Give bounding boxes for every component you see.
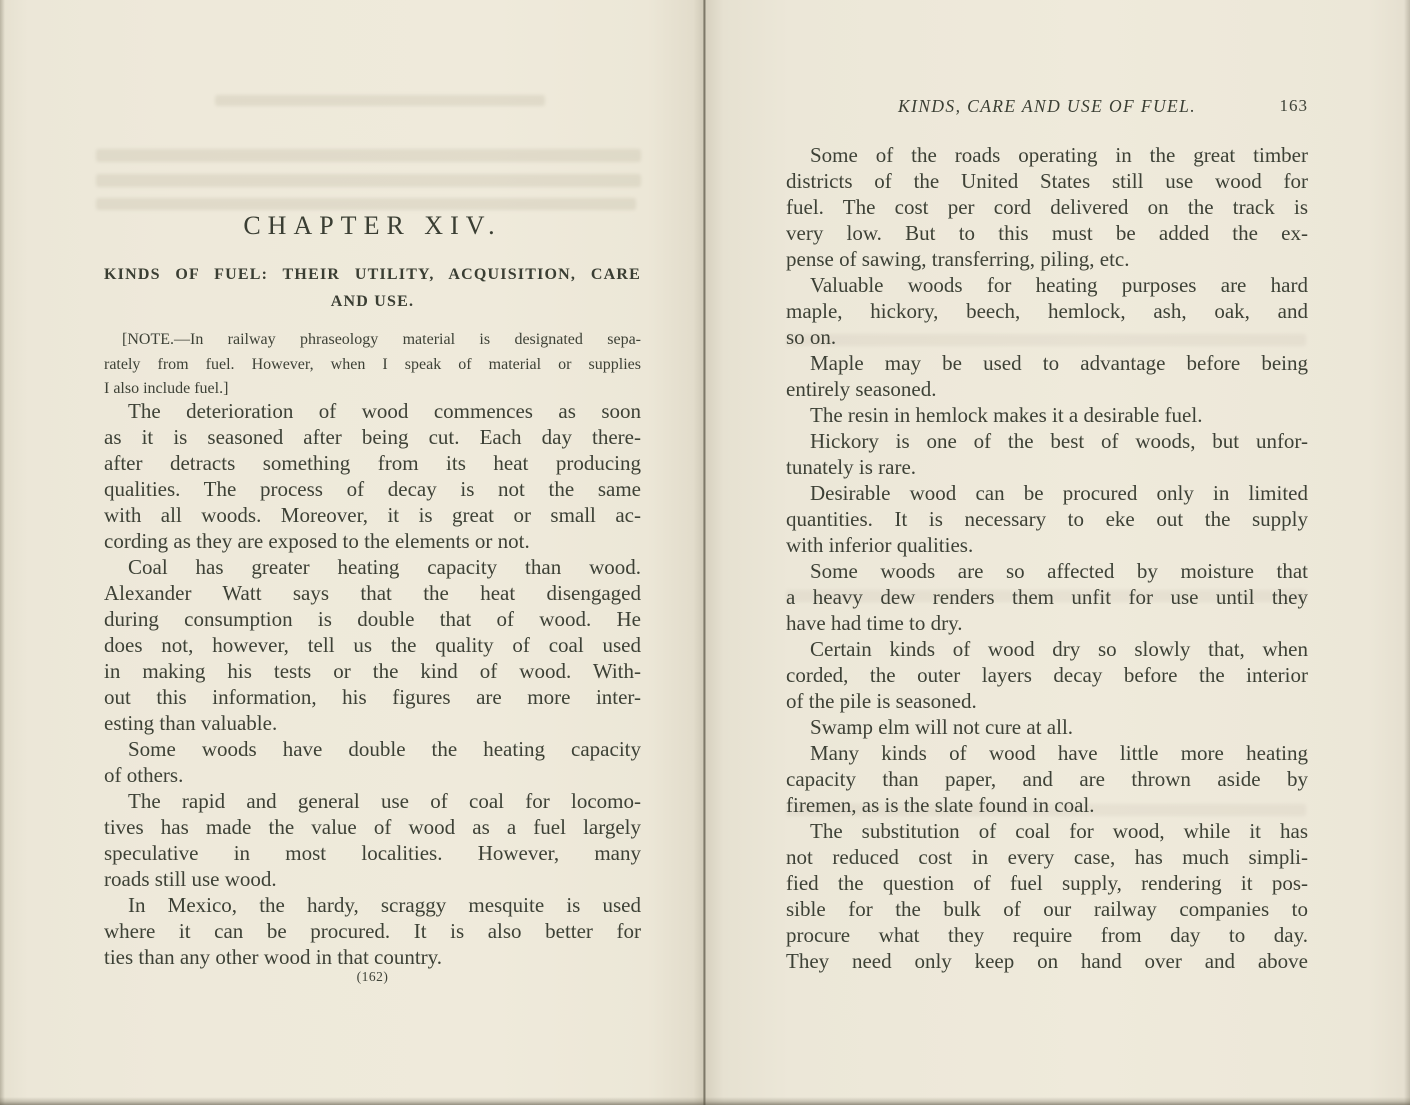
right-page-number: 163 xyxy=(1279,96,1308,115)
text-line: not reduced cost in every case, has much simpli- xyxy=(786,845,1308,869)
showthrough-line xyxy=(96,198,636,210)
page-edge-right xyxy=(1404,0,1410,1105)
text-line: Maple may be used to advantage before being xyxy=(810,351,1308,375)
text-line: with all woods. Moreover, it is great or small ac- xyxy=(104,503,641,527)
left-page-body xyxy=(104,398,641,970)
text-line: Some woods are so affected by moisture that xyxy=(810,559,1308,583)
text-line: tives has made the value of wood as a fuel largely xyxy=(104,815,641,839)
left-page-number: (162) xyxy=(356,969,389,984)
text-line: Desirable wood can be procured only in limited xyxy=(810,481,1308,505)
text-line: a heavy dew renders them unfit for use until they xyxy=(786,585,1308,609)
chapter-subtitle xyxy=(104,261,641,315)
text-line: roads still use wood. xyxy=(104,867,277,891)
text-line: Hickory is one of the best of woods, but unfor- xyxy=(810,429,1308,453)
page-edge-bottom xyxy=(0,1097,1410,1105)
text-line: The deterioration of wood commences as soon xyxy=(128,399,641,423)
text-line: maple, hickory, beech, hemlock, ash, oak, and xyxy=(786,299,1308,323)
showthrough-line xyxy=(96,174,641,187)
text-line: sible for the bulk of our railway companies to xyxy=(786,897,1308,921)
text-line: The rapid and general use of coal for locomo- xyxy=(128,789,641,813)
chapter-subtitle-line2: AND USE. xyxy=(330,293,415,310)
text-line: The resin in hemlock makes it a desirable fuel. xyxy=(810,403,1203,427)
text-line: speculative in most localities. However, many xyxy=(104,841,641,865)
text-line: where it can be procured. It is also better for xyxy=(104,919,641,943)
text-line: entirely seasoned. xyxy=(786,377,937,401)
showthrough-line xyxy=(215,95,545,106)
text-line: Swamp elm will not cure at all. xyxy=(810,715,1074,739)
text-line: [NOTE.—In railway phraseology material is designated sepa- xyxy=(122,331,641,348)
text-line: in making his tests or the kind of wood. With- xyxy=(104,659,641,683)
text-line: capacity than paper, and are thrown aside by xyxy=(786,767,1308,791)
chapter-subtitle-line1: KINDS OF FUEL: THEIR UTILITY, ACQUISITION, CARE xyxy=(104,266,641,283)
text-line: after detracts something from its heat producing xyxy=(104,451,641,475)
text-line: of the pile is seasoned. xyxy=(786,689,977,713)
text-line: I also include fuel.] xyxy=(104,380,229,397)
text-line: have had time to dry. xyxy=(786,611,963,635)
text-line: They need only keep on hand over and above xyxy=(786,949,1308,973)
text-line: pense of sawing, transferring, piling, etc. xyxy=(786,247,1130,271)
text-line: ties than any other wood in that country. xyxy=(104,945,443,969)
text-line: corded, the outer layers decay before the interior xyxy=(786,663,1308,687)
text-line: rately from fuel. However, when I speak of material or supplies xyxy=(104,355,641,373)
text-line: fuel. The cost per cord delivered on the track is xyxy=(786,195,1308,219)
text-line: does not, however, tell us the quality of coal used xyxy=(104,633,641,657)
text-line: so on. xyxy=(786,325,837,349)
page-edge-left xyxy=(0,0,5,1105)
text-line: cording as they are exposed to the elements or not. xyxy=(104,529,530,553)
text-line: districts of the United States still use wood for xyxy=(786,169,1308,193)
right-page-body xyxy=(786,142,1308,974)
text-line: of others. xyxy=(104,763,184,787)
text-line: firemen, as is the slate found in coal. xyxy=(786,793,1095,817)
text-line: Alexander Watt says that the heat disengaged xyxy=(104,581,641,605)
chapter-heading: CHAPTER XIV. xyxy=(243,211,502,240)
text-line: In Mexico, the hardy, scraggy mesquite is used xyxy=(128,893,641,917)
text-line: out this information, his figures are more inter- xyxy=(104,685,641,709)
chapter-note xyxy=(104,328,641,402)
text-line: Coal has greater heating capacity than wood. xyxy=(128,555,641,579)
text-line: as it is seasoned after being cut. Each day there- xyxy=(104,425,641,449)
text-line: Some woods have double the heating capacity xyxy=(128,737,641,761)
text-line: Valuable woods for heating purposes are hard xyxy=(810,273,1308,297)
text-line: Some of the roads operating in the great timber xyxy=(810,143,1308,167)
running-header-title: KINDS, CARE AND USE OF FUEL. xyxy=(898,96,1196,116)
book-gutter xyxy=(703,0,706,1105)
text-line: qualities. The process of decay is not the same xyxy=(104,477,641,501)
text-line: esting than valuable. xyxy=(104,711,278,735)
text-line: Certain kinds of wood dry so slowly that, when xyxy=(810,637,1308,661)
showthrough-line xyxy=(96,149,641,162)
text-line: with inferior qualities. xyxy=(786,533,974,557)
text-line: tunately is rare. xyxy=(786,455,917,479)
text-line: during consumption is double that of wood. He xyxy=(104,607,641,631)
text-line: Many kinds of wood have little more heating xyxy=(810,741,1308,765)
text-line: quantities. It is necessary to eke out the supply xyxy=(786,507,1308,531)
text-line: procure what they require from day to day. xyxy=(786,923,1308,947)
running-header xyxy=(786,96,1308,120)
page-left xyxy=(0,0,704,1105)
text-line: The substitution of coal for wood, while it has xyxy=(810,819,1308,843)
text-line: fied the question of fuel supply, rendering it pos- xyxy=(786,871,1308,895)
text-line: very low. But to this must be added the ex- xyxy=(786,221,1308,245)
